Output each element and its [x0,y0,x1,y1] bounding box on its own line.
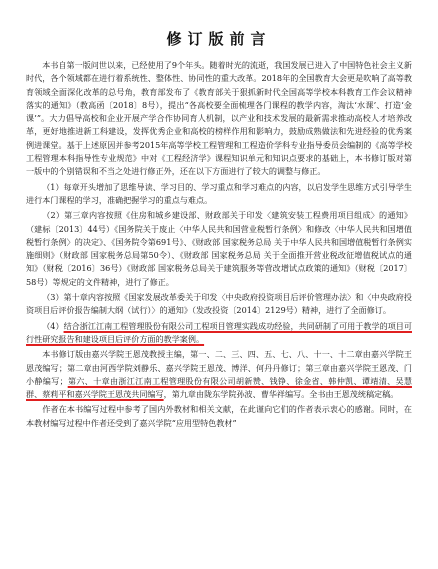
paragraph-authors [26,348,412,401]
highlighted-text: 结合浙江江南工程管理股份有限公司工程项目管理实践成功经验，共同研制了可用于教学的项目可行性研究报告和建设项目后评价方面的教学案例。 [26,320,412,344]
paragraph-intro [26,59,412,179]
paragraph-acknowledgement [26,403,412,430]
paragraph-text: （3）第十章内容按照《国家发展改革委关于印发〈中央政府投资项目后评价管理办法〉和〈中央政府投资项目后评价报告编制大纲（试行）〉的通知》（发改投资〔2014〕2129号）精神，进行了全面修订。 [26,292,412,316]
paragraph-text: 作者在本书编写过程中参考了国内外教材和相关文献，在此谨向它们的作者表示衷心的感谢。同时，在本教材编写过程中作者还受到了嘉兴学院“应用型特色教材” [26,404,412,428]
paragraph-item-4 [26,320,412,347]
paragraph-item-2 [26,209,412,289]
paragraph-text: 本书修订版由嘉兴学院王恩茂教授主编，第一、二、三、四、五、七、八、十一、十二章由嘉兴学院王恩茂编写；第二章由河西学院刘静乐、嘉兴学院王恩茂、博洋、何丹丹修订；第三章由嘉兴学院王恩茂、门小静编写； [26,349,412,386]
paragraph-text: 本书自第一版问世以来，已经使用了9个年头。随着时光的流逝，我国发展已进入了中国特色社会主义新时代，各个领域都在进行着系统性、整体性、协同性的重大改革。2018年的全国教育大会更是吹响了高等教育领域全面深化改革的总号角，教育部发布了《教育部关于狠抓新时代全国高等学校本科教育工作会议精神落实的通知》（教高函〔2018〕8号），提出“各高校要全面梳理各门课程的教学内容，淘汰‘水课’、打造‘金课’”。大力倡导高校和企业开展产学合作协同育人机制，以产业和技术发展的最新需求推动高校人才培养改革，更好地推进新工科建设，发挥优秀企业和高校的榜样作用和影响力，鼓励成熟做法和先进经验的优秀案例进课堂。基于上述原因并参考2015年高等学校工程管理和工程造价学科专业指导委员会编制的《高等学校工程管理本科指导性专业规范》中对《工程经济学》课程知识单元和知识点要求的基础上，本书修订版对第一版中的个别错误和不当之处进行修正外，还在以下方面进行了较大的调整与修正。 [26,60,412,177]
paragraph-text: （2）第三章内容按照《住房和城乡建设部、财政部关于印发〈建筑安装工程费用项目组成〉的通知》（建标〔2013〕44号）《国务院关于废止〈中华人民共和国营业税暂行条例〉和修改〈中华人民共和国增值税暂行条例〉的决定》、《国务院令第691号》、《财政部 国家税务总局 关于中华人民共和国增值税暂行条例实施细则》（财政部 国家税务总局第50令）、《财政部 国家税务总局 关于全面推开营业税改征增值税试点的通知》（财税〔2016〕36号）《财政部 国家税务总局关于建筑服务等营改增试点政策的通知》（财税〔2017〕58号）等规定的文件精神，进行了修正。 [26,210,412,287]
paragraph-item-1 [26,181,412,208]
paragraph-text: （1）每章开头增加了思维导读、学习目的、学习重点和学习难点的内容，以启发学生思维方式引导学生进行本门课程的学习，准确把握学习的重点与难点。 [26,181,412,205]
paragraph-item-3 [26,291,412,318]
highlighted-text: 第六、十章由浙江江南工程管理股份有限公司胡新赞、钱铮、徐金省、韩仲凯、谭靖清、吴慧群、蔡莉平和嘉兴学院王恩茂共同编写 [26,375,412,400]
page-title: 修订版前言 [166,30,272,48]
paragraph-text: ，第九章由陇东学院孙波、曹华祥编写。全书由王恩茂统稿定稿。 [163,389,399,400]
paragraph-text: （4） [42,320,64,331]
